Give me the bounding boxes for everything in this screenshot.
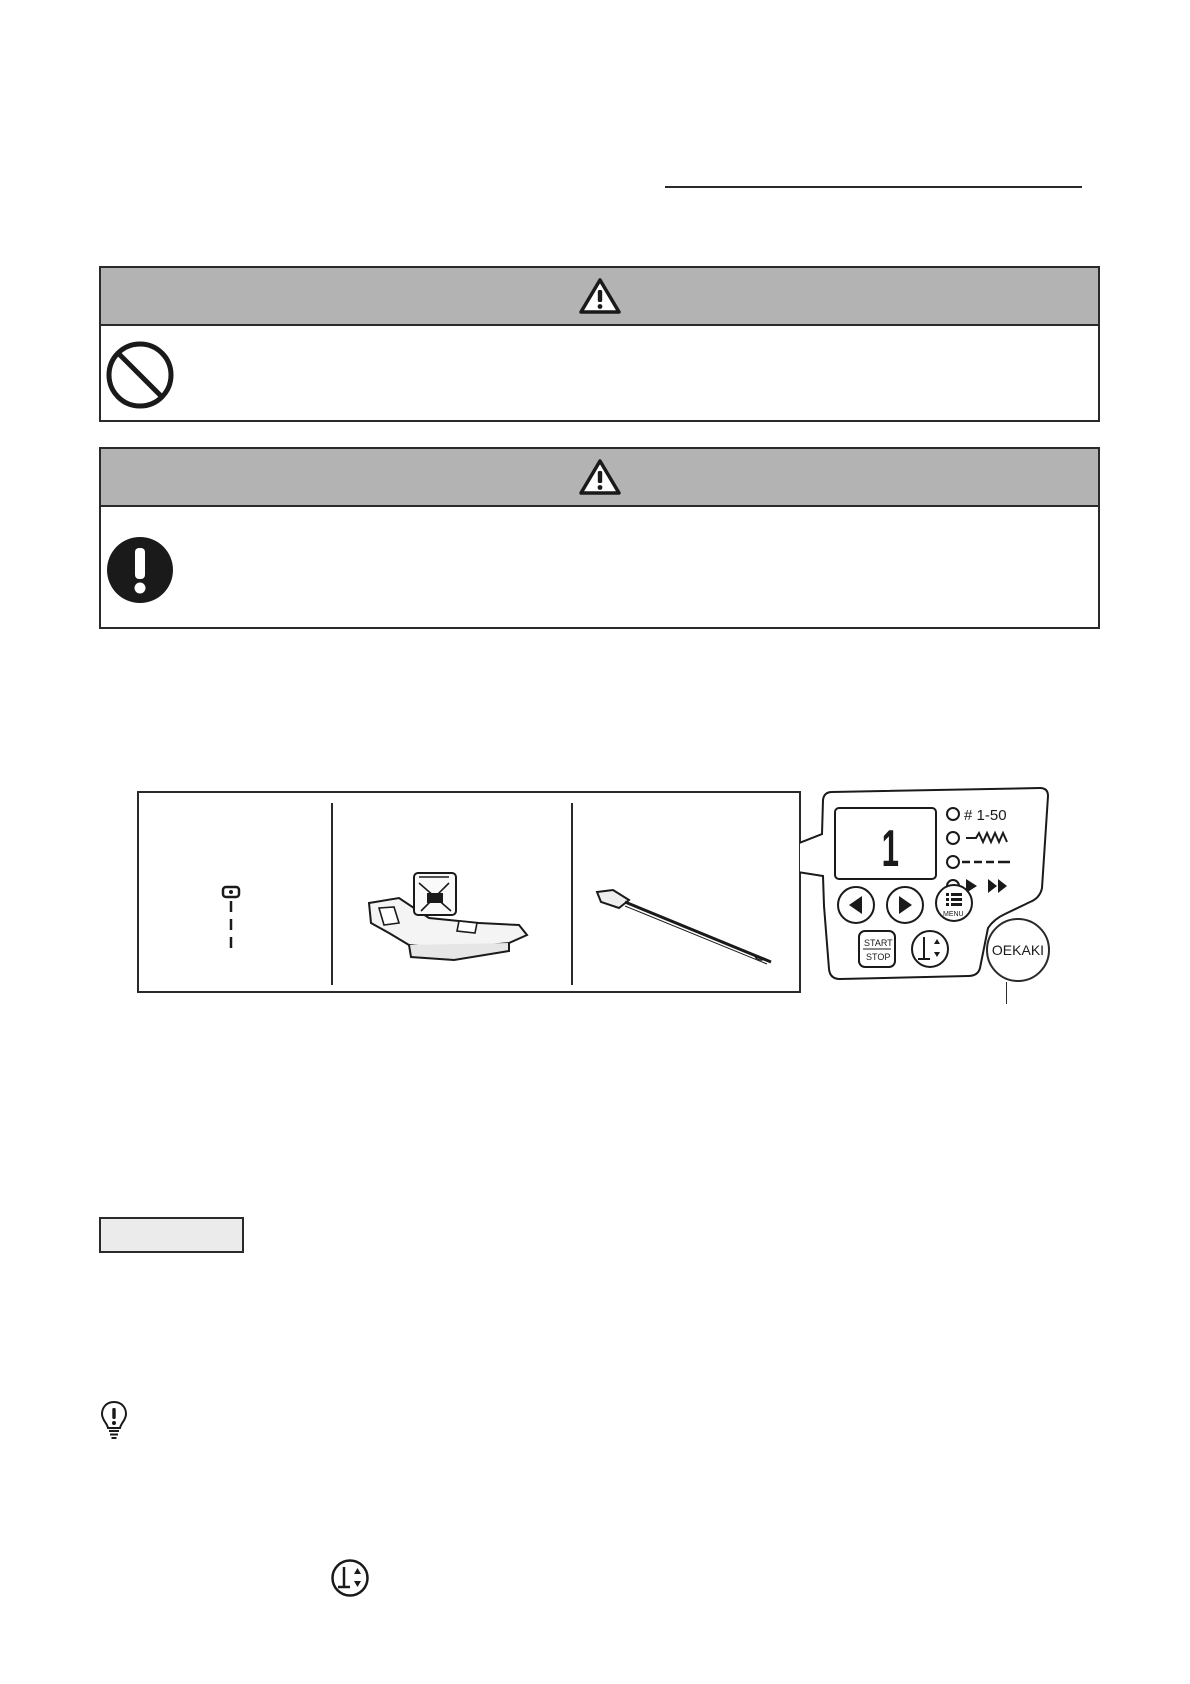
warning-triangle-icon: [578, 458, 622, 496]
warning-box-mandatory: [99, 447, 1100, 629]
warning-header: [101, 268, 1098, 326]
divider: [331, 803, 333, 985]
oekaki-button[interactable]: [986, 918, 1050, 982]
hint-lightbulb-icon: [100, 1400, 128, 1440]
presser-foot-icon: [359, 863, 534, 963]
display-value: 1: [881, 819, 899, 879]
setup-illustration: [137, 791, 801, 993]
section-label-box: [99, 1217, 244, 1253]
menu-label: MENU: [943, 911, 964, 918]
top-underline: [665, 186, 1082, 188]
straight-stitch-icon: [219, 885, 243, 957]
exclamation-circle-icon: [105, 535, 175, 605]
divider: [571, 803, 573, 985]
mode-range-label: # 1-50: [964, 807, 1007, 824]
sewing-needle-icon: [589, 888, 779, 968]
warning-box-prohibition: [99, 266, 1100, 422]
needle-up-down-button: [912, 931, 948, 967]
stop-label: STOP: [866, 952, 891, 962]
needle-up-down-icon: [330, 1558, 370, 1598]
prohibition-icon: [105, 340, 175, 410]
oekaki-label: OEKAKI: [991, 942, 1045, 958]
warning-triangle-icon: [578, 277, 622, 315]
start-label: START: [864, 938, 893, 948]
control-panel: [800, 786, 1060, 1026]
callout-leader-line: [1006, 982, 1007, 1004]
warning-header: [101, 449, 1098, 507]
